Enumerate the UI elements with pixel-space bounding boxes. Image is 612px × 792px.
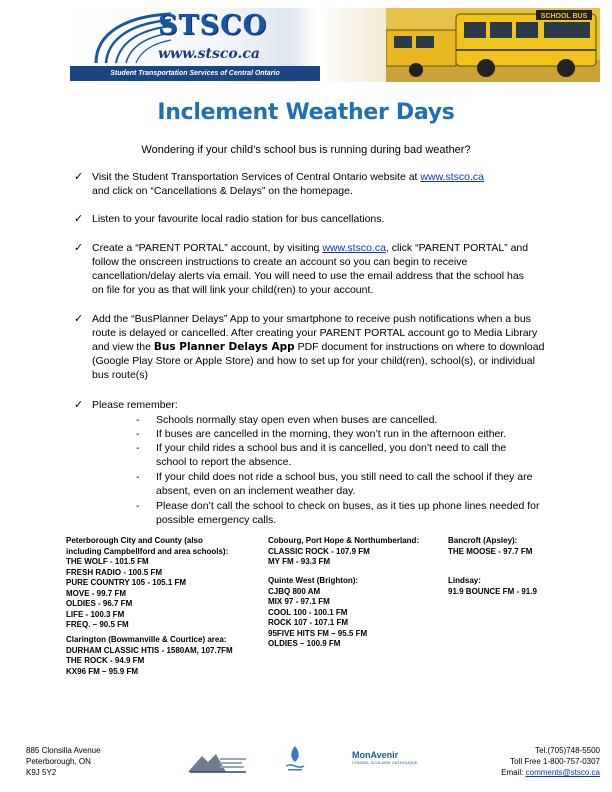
station-item: THE MOOSE - 97.7 FM [448, 546, 533, 556]
logo-url: www.stsco.ca [158, 46, 260, 62]
busplanner-line-5: bus route(s) [92, 369, 149, 381]
intro-text: Wondering if your child’s school bus is running during bad weather? [141, 144, 471, 156]
reminder-item: Schools normally stay open even when buses are cancelled. [156, 414, 438, 426]
bullet-busplanner [92, 312, 547, 382]
station-item: MY FM - 93.3 FM [268, 557, 331, 566]
address-line-3: K9J 5Y2 [26, 768, 57, 777]
station-item: THE WOLF - 101.5 FM [66, 557, 149, 566]
station-item: OLDIES - 96.7 FM [66, 599, 133, 608]
station-area-heading: Peterborough City and County (also [66, 536, 203, 545]
station-item: FREQ. – 90.5 FM [66, 620, 129, 629]
logo-text: STSCO [158, 10, 268, 41]
checkmark-icon: ✓ [74, 399, 84, 411]
busplanner-line-4: (Google Play Store or Apple Store) and how to set up for your child(ren), school(s), or individual [92, 355, 535, 367]
toll-free: Toll Free 1-800-757-0307 [510, 757, 600, 766]
reminder-line: absent, even on an inclement weather day. [156, 485, 356, 497]
station-item: MOVE - 99.7 FM [66, 588, 127, 598]
portal-text-after: , click “PARENT PORTAL” and [385, 242, 529, 254]
website-link[interactable]: www.stsco.ca [420, 171, 485, 183]
dash-icon: - [136, 500, 140, 512]
station-item: FRESH RADIO - 100.5 FM [66, 567, 163, 577]
station-item: DURHAM CLASSIC HTIS - 1580AM, 107.7FM [66, 645, 233, 655]
station-item: OLDIES – 100.9 FM [268, 639, 341, 648]
dash-icon: - [136, 414, 140, 426]
station-item: CJBQ 800 AM [268, 586, 321, 596]
monavenir-logo-subtext: CONSEIL SCOLAIRE CATHOLIQUE [352, 760, 418, 765]
station-item: COOL 100 - 100.1 FM [268, 607, 348, 617]
stations-quinte [268, 576, 443, 650]
busplanner-line-1: Add the “BusPlanner Delays” App to your smartphone to receive push notifications when a bus [92, 313, 531, 325]
station-item: PURE COUNTRY 105 - 105.1 FM [66, 578, 187, 587]
email-label: Email: [501, 768, 526, 777]
station-area-heading: Bancroft (Apsley): [448, 536, 518, 545]
portal-line-2: follow the onscreen instructions to create an account so you can begin to receive [92, 256, 468, 268]
bullet-visit-website [92, 170, 547, 198]
reminder-line: If your child rides a school bus and it is cancelled, you don’t need to call the [156, 442, 507, 454]
portal-text: Create a “PARENT PORTAL” account, by visiting [92, 242, 323, 254]
station-item: THE ROCK - 94.9 FM [66, 656, 145, 665]
stations-lindsay [448, 576, 598, 597]
monavenir-logo [352, 750, 418, 765]
station-item: 95FIVE HITS FM – 95.5 FM [268, 628, 368, 638]
portal-line-4: on file for you as that will link your child(ren) to your account. [92, 284, 374, 296]
reminder-item: If buses are cancelled in the morning, they won’t run in the afternoon either. [156, 428, 507, 440]
stations-bancroft [448, 536, 598, 557]
station-area-heading: Clarington (Bowmanville & Courtice) area: [66, 635, 227, 644]
bus-sign-text: SCHOOL BUS [540, 13, 588, 20]
stations-peterborough [66, 536, 261, 631]
checkmark-icon: ✓ [74, 313, 84, 325]
logo-tagline: Student Transportation Services of Central Ontario [70, 66, 320, 81]
reminder-line: school to report the absence. [156, 456, 292, 468]
busplanner-app-name: Bus Planner Delays App [153, 341, 295, 353]
reminder-item [156, 470, 556, 498]
reminder-line: If your child does not ride a school bus, you still need to call the school if they are [156, 471, 533, 483]
header-banner [66, 8, 600, 82]
dash-icon: - [136, 471, 140, 483]
bullet-radio: Listen to your favourite local radio station for bus cancellations. [92, 213, 385, 225]
busplanner-line-3-end: PDF document for instructions on where to download [294, 341, 545, 353]
station-item: 91.9 BOUNCE FM - 91.9 [448, 586, 537, 596]
telephone: Tel.(705)748-5500 [535, 746, 600, 755]
portal-line-3: cancellation/delay alerts via email. You will need to use the email address that the school has [92, 270, 524, 282]
email-line [501, 767, 600, 778]
reminder-item [156, 499, 556, 527]
footer-contact [501, 745, 600, 778]
checkmark-icon: ✓ [74, 213, 84, 225]
station-area-heading: Cobourg, Port Hope & Northumberland: [268, 536, 420, 545]
stations-cobourg [268, 536, 443, 568]
station-item: ROCK 107 - 107.1 FM [268, 618, 349, 627]
page-title: Inclement Weather Days [157, 100, 455, 125]
bullet-parent-portal [92, 241, 547, 297]
busplanner-line-3: and view the [92, 341, 154, 353]
address-line-1: 885 Clonsilla Avenue [26, 746, 101, 755]
catholic-board-logo-icon [282, 744, 308, 772]
dash-icon: - [136, 428, 140, 440]
station-area-heading: Quinte West (Brighton): [268, 576, 359, 585]
checkmark-icon: ✓ [74, 171, 84, 183]
footer-address [26, 745, 101, 778]
address-line-2: Peterborough, ON [26, 757, 91, 766]
busplanner-line-2: route is delayed or cancelled. After creating your PARENT PORTAL account go to Media Library [92, 327, 538, 339]
email-link[interactable]: comments@stsco.ca [525, 768, 600, 777]
station-item: LIFE - 100.3 FM [66, 609, 125, 619]
reminder-line: Please don’t call the school to check on buses, as it ties up phone lines needed for [156, 500, 540, 512]
visit-text-cont: and click on “Cancellations & Delays” on the homepage. [92, 185, 353, 197]
reminder-line: possible emergency calls. [156, 514, 277, 526]
station-item: CLASSIC ROCK - 107.9 FM [268, 546, 370, 556]
bullet-remember: Please remember: [92, 399, 178, 411]
reminder-item [156, 441, 556, 469]
school-bus-image [386, 8, 600, 82]
school-board-logo-icon [186, 744, 250, 776]
dash-icon: - [136, 442, 140, 454]
monavenir-logo-text: MonAvenir [352, 750, 399, 760]
stations-clarington [66, 635, 261, 677]
station-area-heading: Lindsay: [448, 576, 481, 585]
portal-website-link[interactable]: www.stsco.ca [322, 242, 386, 254]
station-item: MIX 97 - 97.1 FM [268, 597, 330, 606]
station-area-heading-cont: including Campbellford and area schools): [66, 546, 229, 556]
station-item: KX96 FM – 95.9 FM [66, 666, 139, 676]
checkmark-icon: ✓ [74, 242, 84, 254]
visit-text: Visit the Student Transportation Services of Central Ontario website at [92, 171, 421, 183]
